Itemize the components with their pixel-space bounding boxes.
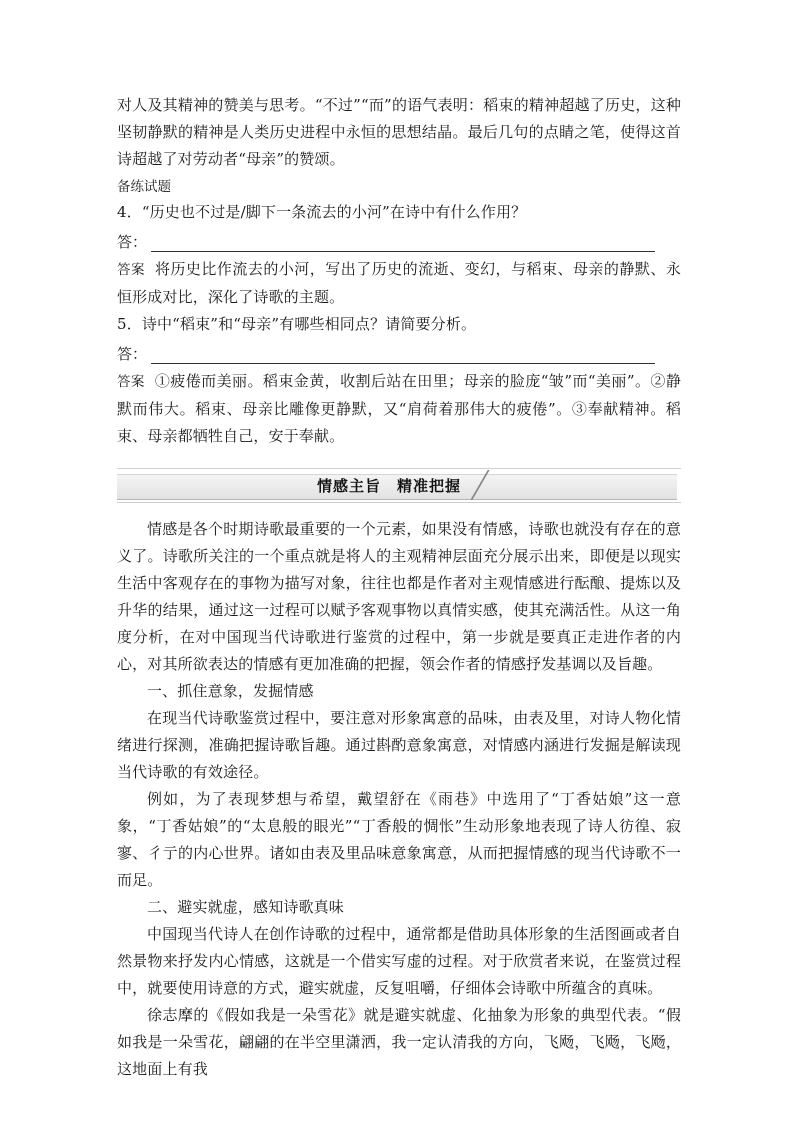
banner-bottom-rule bbox=[117, 502, 681, 503]
answer-prompt: 答： bbox=[117, 233, 148, 251]
answer-label: 答案 bbox=[117, 262, 145, 278]
answer-4 bbox=[117, 256, 681, 311]
point-1-paragraph-1: 在现当代诗歌鉴赏过程中，要注意对形象寓意的品味，由表及里，对诗人物化情绪进行探测，准确把握诗歌旨趣。通过斟酌意象寓意，对情感内涵进行发掘是解读现当代诗歌的有效途径。 bbox=[117, 709, 681, 781]
answer-line-4 bbox=[117, 226, 681, 252]
answer-line-5 bbox=[117, 338, 681, 364]
practice-heading: 备练试题 bbox=[117, 179, 171, 195]
point-1-paragraph-2: 例如，为了表现梦想与希望，戴望舒在《雨巷》中选用了“丁香姑娘”这一意象，“丁香姑娘”的“太息般的眼光”“丁香般的惆怅”生动形象地表现了诗人彷徨、寂寥、彳亍的内心世界。诸如由表及里品味意象寓意，从而把握情感的现当代诗歌不一而足。 bbox=[117, 790, 681, 889]
answer-text: ①疲倦而美丽。稻束金黄，收割后站在田里；母亲的脸庞“皱”而“美丽”。②静默而伟大。稻束、母亲比雕像更静默，又“肩荷着那伟大的疲倦”。③奉献精神。稻束、母亲都牺牲自己，安于奉献。 bbox=[117, 372, 681, 445]
answer-prompt: 答： bbox=[117, 345, 148, 363]
answer-5 bbox=[117, 368, 681, 450]
question-5: 5．诗中“稻束”和“母亲”有哪些相同点？请简要分析。 bbox=[117, 315, 477, 333]
point-2-title: 二、避实就虚，感知诗歌真味 bbox=[147, 898, 344, 916]
document-page bbox=[117, 92, 681, 1083]
answer-blank[interactable] bbox=[151, 347, 655, 364]
answer-label: 答案 bbox=[117, 374, 145, 390]
section-banner bbox=[117, 468, 681, 504]
answer-blank[interactable] bbox=[151, 235, 655, 252]
section-title: 情感主旨 精准把握 bbox=[317, 477, 462, 495]
answer-text: 将历史比作流去的小河，写出了历史的流逝、变幻，与稻束、母亲的静默、永恒形成对比，深化了诗歌的主题。 bbox=[117, 260, 681, 306]
point-2-paragraph-2: 徐志摩的《假如我是一朵雪花》就是避实就虚、化抽象为形象的典型代表。“假如我是一朵雪花，翩翩的在半空里潇洒，我一定认清我的方向，飞飏，飞飏，飞飏，这地面上有我 bbox=[117, 1006, 681, 1078]
question-4: 4．“历史也不过是/脚下一条流去的小河”在诗中有什么作用？ bbox=[117, 203, 527, 221]
intro-paragraph: 情感是各个时期诗歌最重要的一个元素，如果没有情感，诗歌也就没有存在的意义了。诗歌所关注的一个重点就是将人的主观精神层面充分展示出来，即便是以现实生活中客观存在的事物为描写对象，往往也都是作者对主观情感进行酝酿、提炼以及升华的结果，通过这一过程可以赋予客观事物以真情实感，使其充满活性。从这一角度分析，在对中国现当代诗歌进行鉴赏的过程中，第一步就是要真正走进作者的内心，对其所欲表达的情感有更加准确的把握，领会作者的情感抒发基调以及旨趣。 bbox=[117, 520, 681, 673]
point-1-title: 一、抓住意象，发掘情感 bbox=[147, 682, 314, 700]
continued-paragraph: 对人及其精神的赞美与思考。“不过”“而”的语气表明：稻束的精神超越了历史，这种坚韧静默的精神是人类历史进程中永恒的思想结晶。最后几句的点睛之笔，使得这首诗超越了对劳动者“母亲”的赞颂。 bbox=[117, 96, 681, 168]
banner-top-rule bbox=[117, 468, 681, 469]
point-2-paragraph-1: 中国现当代诗人在创作诗歌的过程中，通常都是借助具体形象的生活图画或者自然景物来抒发内心情感，这就是一个借实写虚的过程。对于欣赏者来说，在鉴赏过程中，就要使用诗意的方式，避实就虚，反复咀嚼，仔细体会诗歌中所蕴含的真味。 bbox=[117, 925, 681, 997]
